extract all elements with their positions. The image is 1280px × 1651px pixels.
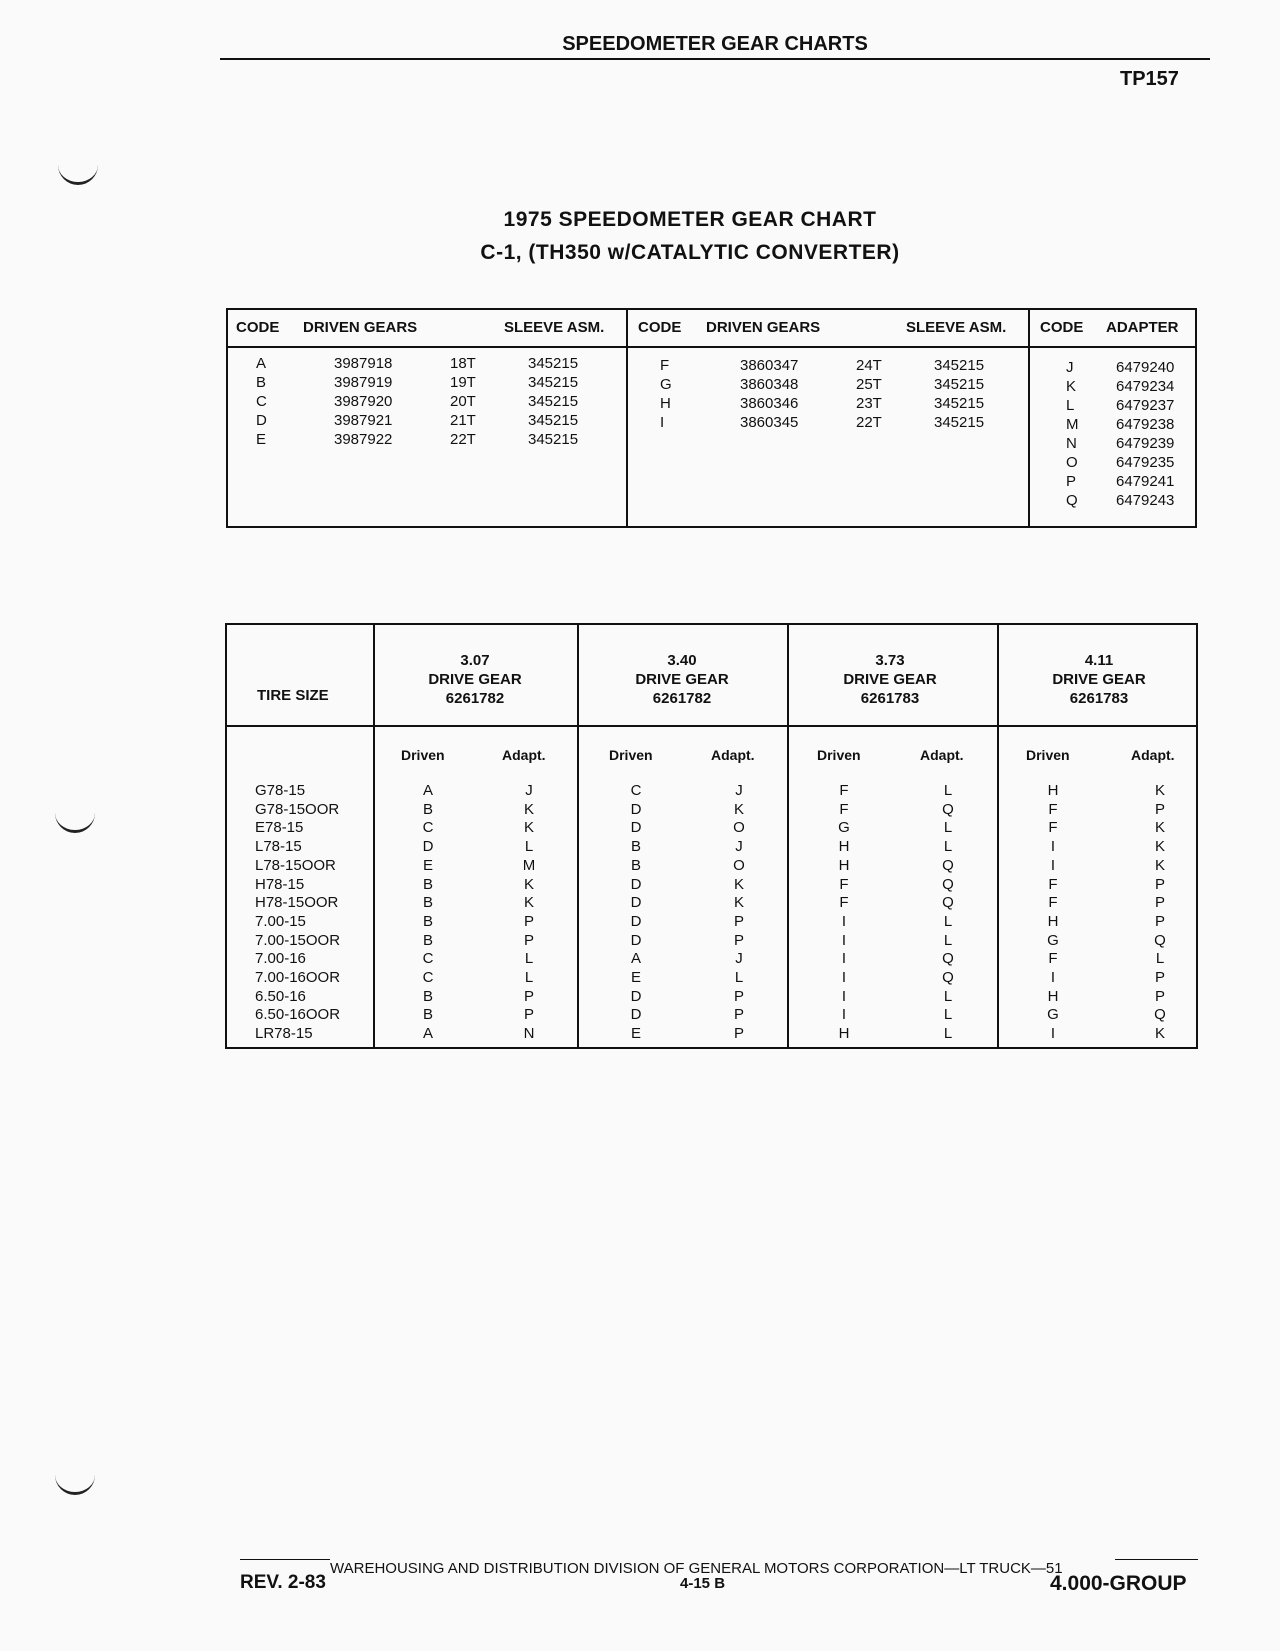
cell: J [1066, 359, 1074, 376]
cell: 3860345 [740, 414, 799, 431]
table-rule [227, 725, 1196, 727]
code-cell: I [841, 987, 847, 1005]
table-divider [1028, 310, 1030, 526]
cell: 20T [450, 393, 476, 410]
code-cell: F [1048, 950, 1058, 968]
adapter-code-column [1066, 358, 1079, 510]
code-cell: G [1047, 931, 1059, 949]
code-cell: P [733, 1025, 744, 1043]
code-cell: L [524, 969, 534, 987]
code-cell: P [1154, 894, 1165, 912]
code-cell: P [1154, 800, 1165, 818]
adapt-411-column [1145, 782, 1175, 1044]
adapt-340-column [724, 782, 754, 1044]
code-cell: C [422, 819, 434, 837]
code-cell: L [943, 1006, 953, 1024]
code-cell: B [422, 1006, 433, 1024]
cell: 345215 [528, 374, 579, 391]
code-cell: P [1154, 987, 1165, 1005]
code-cell: H [1047, 987, 1059, 1005]
footer-rule [1115, 1559, 1198, 1560]
cell: 18T [450, 355, 476, 372]
code-cell: B [422, 987, 433, 1005]
ratio-header-411 [999, 651, 1199, 708]
cell: 6479243 [1116, 492, 1175, 509]
cell: O [1066, 454, 1078, 471]
code-cell: O [733, 819, 745, 837]
drive-gear-label: DRIVE GEAR [428, 671, 522, 688]
code-cell: F [1048, 819, 1058, 837]
code-cell: Q [942, 969, 954, 987]
drive-gear-part: 6261782 [652, 690, 712, 707]
binder-hole-mark [58, 160, 98, 185]
code-cell: L [943, 782, 953, 799]
cell: 22T [450, 431, 476, 448]
code-cell: L [524, 950, 534, 968]
cell: K [1066, 378, 1077, 395]
tire-size-cell: LR78-15 [255, 1025, 313, 1043]
tire-size-cell: G78-15OOR [255, 800, 340, 818]
adapt-subheader: Adapt. [920, 747, 964, 763]
mid-part-column [740, 356, 798, 432]
binder-hole-mark [55, 808, 95, 833]
code-cell: F [1048, 894, 1058, 912]
chart-title: 1975 SPEEDOMETER GEAR CHART [503, 208, 877, 231]
code-cell: Q [942, 894, 954, 912]
cell: B [256, 374, 267, 391]
adapter-part-column [1116, 358, 1174, 510]
driven-subheader: Driven [401, 747, 445, 763]
header-driven-gears: DRIVEN GEARS [303, 319, 418, 336]
code-cell: K [523, 800, 534, 818]
cell: Q [1066, 492, 1078, 509]
code-cell: L [734, 969, 744, 987]
tire-size-column [255, 782, 340, 1044]
cell: 3860348 [740, 376, 799, 393]
ratio-header-340 [582, 651, 782, 708]
code-cell: D [630, 894, 642, 912]
cell: E [256, 431, 267, 448]
code-cell: K [1154, 819, 1165, 837]
code-cell: K [1154, 838, 1165, 856]
code-cell: D [630, 800, 642, 818]
code-cell: G [1047, 1006, 1059, 1024]
code-cell: D [630, 875, 642, 893]
code-cell: P [733, 931, 744, 949]
cell: 19T [450, 374, 476, 391]
cell: 345215 [528, 355, 579, 372]
code-cell: F [839, 782, 849, 799]
cell: C [256, 393, 267, 410]
adapt-subheader: Adapt. [1131, 747, 1175, 763]
driven-subheader: Driven [1026, 747, 1070, 763]
header-adapter: ADAPTER [1106, 319, 1179, 336]
code-cell: K [1154, 856, 1165, 874]
driven-340-column [621, 782, 651, 1044]
drive-gear-part: 6261783 [1069, 690, 1129, 707]
cell: 345215 [934, 357, 985, 374]
cell: 345215 [528, 412, 579, 429]
left-sleeve-column [528, 354, 578, 449]
binder-hole-mark [55, 1470, 95, 1495]
table-rule [228, 346, 1195, 348]
code-cell: F [839, 894, 849, 912]
code-cell: Q [1154, 1006, 1166, 1024]
code-cell: K [1154, 782, 1165, 799]
code-cell: Q [942, 856, 954, 874]
code-cell: D [630, 1006, 642, 1024]
cell: 3860347 [740, 357, 799, 374]
code-cell: K [523, 819, 534, 837]
footer-rule [240, 1559, 330, 1560]
tire-size-cell: 7.00-15 [255, 912, 306, 930]
footer-division-text: WAREHOUSING AND DISTRIBUTION DIVISION OF GENERAL MOTORS CORPORATION—LT TRUCK—51 [330, 1560, 1063, 1577]
code-cell: D [422, 838, 434, 856]
code-cell: L [1155, 950, 1165, 968]
code-cell: Q [942, 875, 954, 893]
header-driven-gears: DRIVEN GEARS [706, 319, 821, 336]
tire-size-cell: H78-15 [255, 875, 305, 893]
code-cell: P [523, 912, 534, 930]
header-code: CODE [638, 319, 682, 336]
driven-373-column [829, 782, 859, 1044]
tire-size-cell: 7.00-16 [255, 950, 306, 968]
code-cell: D [630, 819, 642, 837]
code-cell: H [1047, 912, 1059, 930]
cell: 21T [450, 412, 476, 429]
code-cell: H [838, 1025, 850, 1043]
code-cell: I [1050, 969, 1056, 987]
cell: 6479235 [1116, 454, 1175, 471]
cell: 3860346 [740, 395, 799, 412]
table-divider [577, 625, 579, 1047]
code-cell: L [943, 912, 953, 930]
cell: 345215 [528, 393, 579, 410]
code-cell: E [630, 969, 641, 987]
tire-size-cell: 6.50-16OOR [255, 1006, 341, 1024]
cell: 3987922 [334, 431, 393, 448]
group-number: 4.000-GROUP [1050, 1572, 1187, 1595]
driven-subheader: Driven [817, 747, 861, 763]
code-cell: C [422, 969, 434, 987]
header-tire-size: TIRE SIZE [257, 687, 329, 704]
left-part-column [334, 354, 392, 449]
tire-size-cell: 7.00-16OOR [255, 969, 341, 987]
code-cell: L [943, 931, 953, 949]
code-cell: K [1154, 1025, 1165, 1043]
mid-code-column [660, 356, 672, 432]
ratio-header-373 [790, 651, 990, 708]
cell: 345215 [934, 376, 985, 393]
code-cell: G [838, 819, 850, 837]
cell: 3987920 [334, 393, 393, 410]
code-cell: I [841, 969, 847, 987]
code-cell: H [838, 838, 850, 856]
code-cell: I [841, 931, 847, 949]
code-cell: E [422, 856, 433, 874]
cell: 23T [856, 395, 882, 412]
cell: 3987919 [334, 374, 393, 391]
code-cell: K [523, 875, 534, 893]
code-cell: L [943, 838, 953, 856]
cell: 6479240 [1116, 359, 1175, 376]
code-cell: D [630, 912, 642, 930]
code-cell: O [733, 856, 745, 874]
cell: I [660, 414, 665, 431]
code-cell: A [422, 782, 433, 799]
cell: 6479238 [1116, 416, 1175, 433]
code-cell: L [943, 987, 953, 1005]
code-cell: D [630, 931, 642, 949]
code-cell: B [630, 856, 641, 874]
code-cell: K [733, 875, 744, 893]
adapt-subheader: Adapt. [711, 747, 755, 763]
code-cell: P [523, 931, 534, 949]
code-cell: K [733, 800, 744, 818]
code-cell: F [1048, 800, 1058, 818]
code-cell: N [523, 1025, 535, 1043]
cell: 25T [856, 376, 882, 393]
code-cell: M [522, 856, 536, 874]
code-cell: F [839, 800, 849, 818]
ratio-value: 3.73 [875, 652, 905, 669]
cell: M [1066, 416, 1079, 433]
code-cell: E [630, 1025, 641, 1043]
drive-gear-part: 6261783 [860, 690, 920, 707]
code-cell: P [1154, 912, 1165, 930]
driven-307-column [413, 782, 443, 1044]
drive-gear-label: DRIVE GEAR [1052, 671, 1146, 688]
tire-size-table [225, 623, 1198, 1049]
cell: 22T [856, 414, 882, 431]
driven-411-column [1038, 782, 1068, 1044]
code-cell: P [733, 987, 744, 1005]
cell: 24T [856, 357, 882, 374]
code-cell: K [733, 894, 744, 912]
tire-size-cell: H78-15OOR [255, 894, 339, 912]
code-cell: J [735, 782, 743, 799]
cell: F [660, 357, 670, 374]
chart-subtitle: C-1, (TH350 w/CATALYTIC CONVERTER) [480, 241, 900, 264]
code-cell: I [1050, 838, 1056, 856]
tire-size-cell: E78-15 [255, 819, 304, 837]
code-cell: H [838, 856, 850, 874]
code-cell: A [630, 950, 641, 968]
cell: H [660, 395, 671, 412]
code-cell: I [1050, 1025, 1056, 1043]
code-cell: P [733, 1006, 744, 1024]
cell: L [1066, 397, 1075, 414]
cell: P [1066, 473, 1077, 490]
code-cell: B [422, 894, 433, 912]
code-cell: F [839, 875, 849, 893]
code-cell: L [524, 838, 534, 856]
code-cell: I [841, 1006, 847, 1024]
header-code: CODE [236, 319, 280, 336]
left-code-column [256, 354, 267, 449]
code-cell: L [943, 819, 953, 837]
code-cell: Q [942, 800, 954, 818]
table-divider [787, 625, 789, 1047]
drive-gear-part: 6261782 [445, 690, 505, 707]
code-cell: J [735, 950, 743, 968]
ratio-value: 4.11 [1084, 652, 1114, 669]
header-code: CODE [1040, 319, 1084, 336]
code-cell: Q [1154, 931, 1166, 949]
header-sleeve: SLEEVE ASM. [504, 319, 605, 336]
code-cell: F [1048, 875, 1058, 893]
revision: REV. 2-83 [240, 1572, 326, 1593]
code-cell: P [1154, 875, 1165, 893]
tire-size-cell: 6.50-16 [255, 987, 306, 1005]
driven-subheader: Driven [609, 747, 653, 763]
cell: 6479237 [1116, 397, 1175, 414]
header-rule [220, 58, 1210, 60]
code-cell: P [523, 987, 534, 1005]
adapt-subheader: Adapt. [502, 747, 546, 763]
tire-size-cell: L78-15 [255, 838, 302, 856]
section-title: SPEEDOMETER GEAR CHARTS [562, 33, 868, 55]
tire-size-cell: L78-15OOR [255, 856, 336, 874]
code-cell: J [735, 838, 743, 856]
code-cell: B [630, 838, 641, 856]
cell: 6479234 [1116, 378, 1175, 395]
code-cell: A [422, 1025, 433, 1043]
cell: D [256, 412, 267, 429]
gear-table [226, 308, 1197, 528]
code-cell: P [523, 1006, 534, 1024]
code-cell: K [523, 894, 534, 912]
adapt-307-column [514, 782, 544, 1044]
code-cell: H [1047, 782, 1059, 799]
cell: 3987921 [334, 412, 393, 429]
code-cell: L [943, 1025, 953, 1043]
mid-teeth-column [856, 356, 882, 432]
table-divider [626, 310, 628, 526]
code-cell: C [422, 950, 434, 968]
cell: 6479239 [1116, 435, 1175, 452]
drive-gear-label: DRIVE GEAR [843, 671, 937, 688]
left-teeth-column [450, 354, 476, 449]
adapt-373-column [933, 782, 963, 1044]
code-cell: P [733, 912, 744, 930]
code-cell: C [630, 782, 642, 799]
cell: 345215 [934, 414, 985, 431]
cell: G [660, 376, 672, 393]
cell: N [1066, 435, 1077, 452]
drive-gear-label: DRIVE GEAR [635, 671, 729, 688]
code-cell: J [525, 782, 533, 799]
ratio-value: 3.40 [667, 652, 697, 669]
cell: 345215 [528, 431, 579, 448]
code-cell: D [630, 987, 642, 1005]
tire-size-cell: G78-15 [255, 782, 306, 799]
code-cell: I [841, 912, 847, 930]
cell: A [256, 355, 267, 372]
code-cell: I [1050, 856, 1056, 874]
cell: 345215 [934, 395, 985, 412]
code-cell: B [422, 931, 433, 949]
code-cell: B [422, 800, 433, 818]
cell: 6479241 [1116, 473, 1175, 490]
code-cell: Q [942, 950, 954, 968]
page-code: TP157 [1120, 68, 1179, 90]
code-cell: B [422, 912, 433, 930]
header-sleeve: SLEEVE ASM. [906, 319, 1007, 336]
ratio-value: 3.07 [460, 652, 490, 669]
cell: 3987918 [334, 355, 393, 372]
page-number: 4-15 B [680, 1575, 726, 1592]
tire-size-cell: 7.00-15OOR [255, 931, 341, 949]
mid-sleeve-column [934, 356, 984, 432]
code-cell: B [422, 875, 433, 893]
code-cell: I [841, 950, 847, 968]
code-cell: P [1154, 969, 1165, 987]
ratio-header-307 [375, 651, 575, 708]
